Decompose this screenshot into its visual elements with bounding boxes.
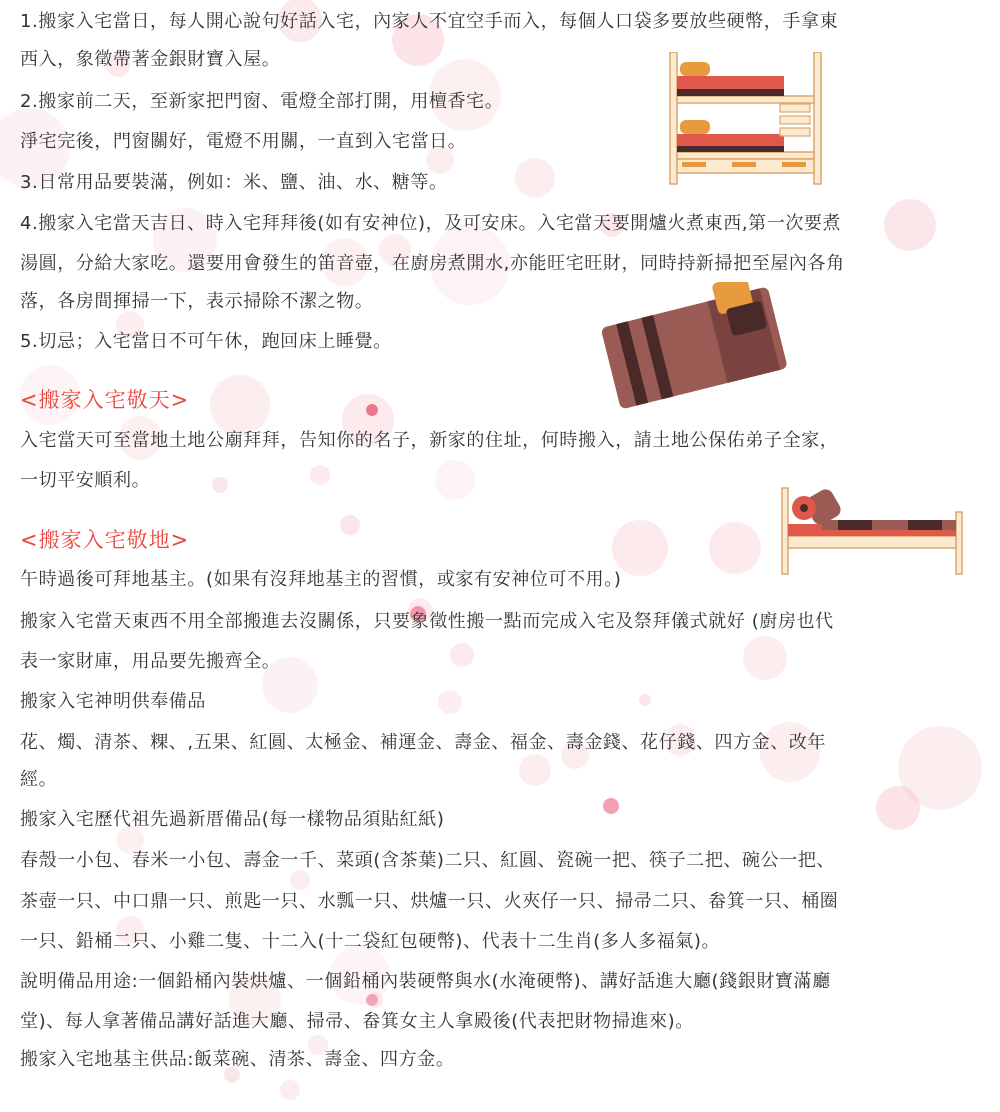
earth-line-3: 表一家財庫，用品要先搬齊全。 <box>20 651 281 672</box>
earth-line-1: 午時過後可拜地基主。(如果有沒拜地基主的習慣，或家有安神位可不用。) <box>20 569 622 590</box>
earth-line-9: 茶壺一只、中口鼎一只、煎匙一只、水瓢一只、烘爐一只、火夾仔一只、掃帚二只、畚箕一只、桶圈 <box>20 891 839 912</box>
earth-line-10: 一只、鉛桶二只、小雞二隻、十二入(十二袋紅包硬幣)、代表十二生肖(多人多福氣)。 <box>20 931 721 952</box>
heaven-line-1: 入宅當天可至當地土地公廟拜拜，告知你的名子，新家的住址，何時搬入，請土地公保佑弟子全家， <box>20 430 839 451</box>
tip-4-line-3: 落，各房間揮掃一下，表示掃除不潔之物。 <box>20 291 374 312</box>
earth-line-6: 經。 <box>20 769 58 790</box>
earth-line-5: 花、燭、清茶、粿、,五果、紅圓、太極金、補運金、壽金、福金、壽金錢、花仔錢、四方金、改年 <box>20 732 827 753</box>
heaven-line-2: 一切平安順利。 <box>20 470 151 491</box>
section-heading-heaven: <搬家入宅敬天> <box>20 388 190 412</box>
earth-line-2: 搬家入宅當天東西不用全部搬進去沒關係，只要象徵性搬一點而完成入宅及祭拜儀式就好 (廚房也代 <box>20 611 834 632</box>
tip-5-line-1: 5.切忌；入宅當日不可午休，跑回床上睡覺。 <box>20 331 392 352</box>
earth-line-7: 搬家入宅歷代祖先過新厝備品(每一樣物品須貼紅紙) <box>20 809 445 830</box>
earth-line-4: 搬家入宅神明供奉備品 <box>20 691 206 712</box>
tip-2-line-2: 淨宅完後，門窗關好，電燈不用關，一直到入宅當日。 <box>20 131 467 152</box>
tip-1-line-2: 西入，象徵帶著金銀財寶入屋。 <box>20 49 281 70</box>
tip-4-line-2: 湯圓，分給大家吃。還要用會發生的笛音壺，在廚房煮開水,亦能旺宅旺財，同時持新掃把至屋內各角 <box>20 253 845 274</box>
earth-line-8: 春殼一小包、春米一小包、壽金一千、菜頭(含茶葉)二只、紅圓、瓷碗一把、筷子二把、碗公一把、 <box>20 850 836 871</box>
earth-line-13: 搬家入宅地基主供品:飯菜碗、清茶、壽金、四方金。 <box>20 1049 455 1070</box>
section-heading-earth: <搬家入宅敬地> <box>20 528 190 552</box>
tip-1-line-1: 1.搬家入宅當日，每人開心說句好話入宅，內家人不宜空手而入，每個人口袋多要放些硬幣，手拿東 <box>20 11 839 32</box>
tip-3-line-1: 3.日常用品要裝滿，例如：米、鹽、油、水、糖等。 <box>20 172 448 193</box>
tip-2-line-1: 2.搬家前二天，至新家把門窗、電燈全部打開，用檀香宅。 <box>20 91 504 112</box>
earth-line-12: 堂)、每人拿著備品講好話進大廳、掃帚、畚箕女主人拿殿後(代表把財物掃進來)。 <box>20 1011 694 1032</box>
earth-line-11: 說明備品用途:一個鉛桶內裝烘爐、一個鉛桶內裝硬幣與水(水淹硬幣)、講好話進大廳(錢銀財寶滿廳 <box>20 971 831 992</box>
tip-4-line-1: 4.搬家入宅當天吉日、時入宅拜拜後(如有安神位)，及可安床。入宅當天要開爐火煮東西,第一次要煮 <box>20 213 842 234</box>
